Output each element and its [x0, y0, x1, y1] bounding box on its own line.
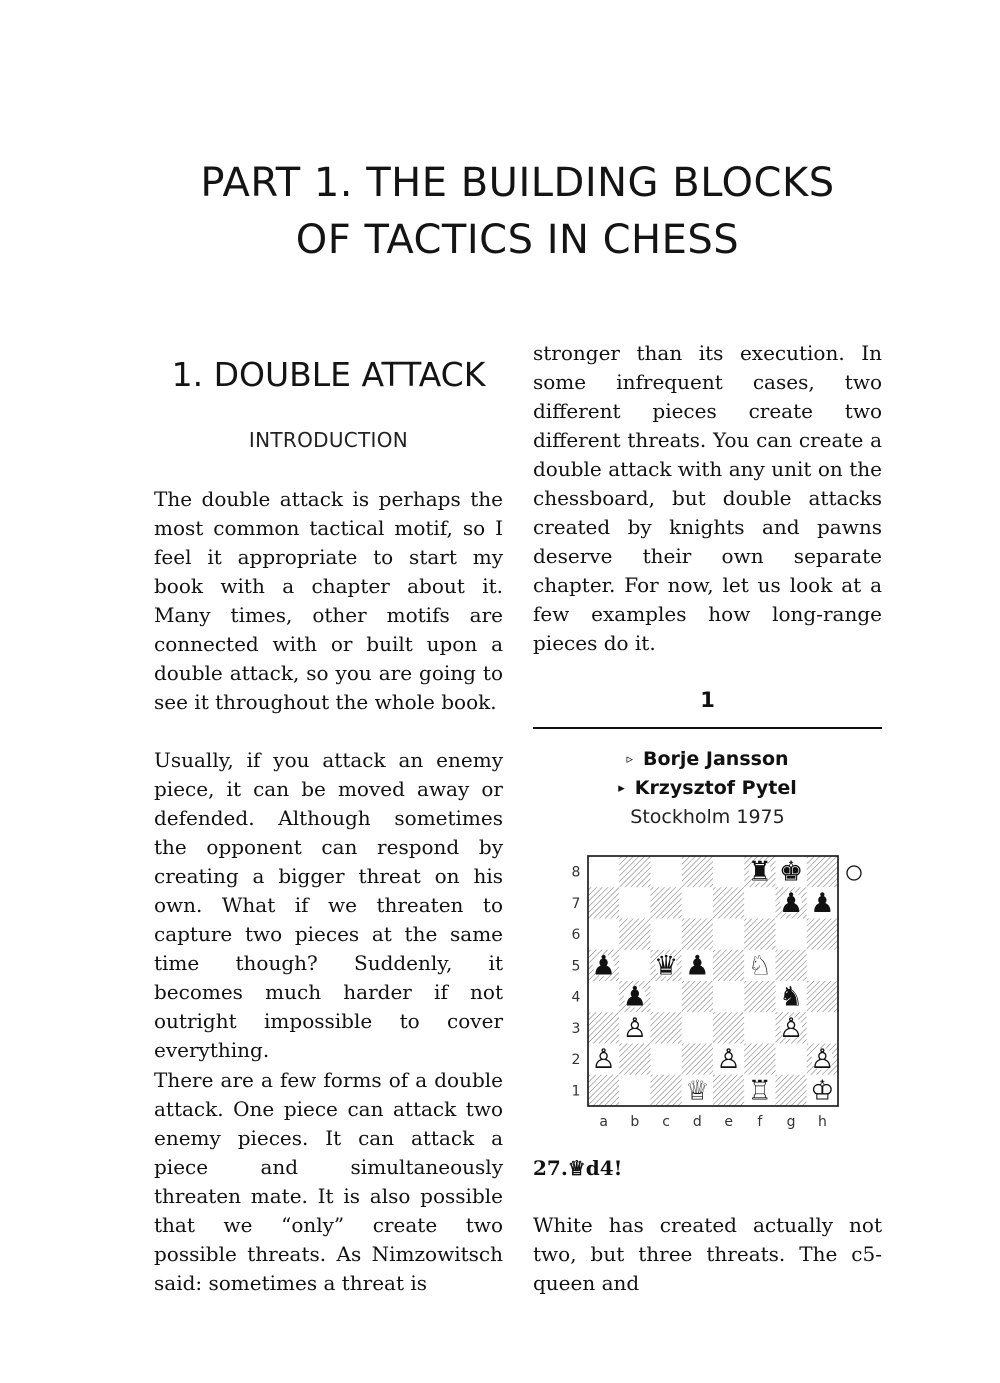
diagram-divider: [533, 727, 882, 729]
board-square: [776, 919, 807, 950]
board-square: [651, 887, 682, 918]
board-square: [651, 856, 682, 887]
board-square: [651, 919, 682, 950]
board-square: [807, 981, 838, 1012]
board-square: [682, 1044, 713, 1075]
chess-piece-black-g7: ♟: [779, 887, 804, 919]
rank-label: 5: [571, 958, 581, 975]
board-square: [682, 919, 713, 950]
file-label: b: [630, 1114, 640, 1130]
rank-label: 7: [571, 895, 581, 912]
black-player: [533, 777, 882, 799]
board-square: [588, 981, 619, 1012]
board-square: [807, 1012, 838, 1043]
chess-piece-black-d5: ♟: [685, 950, 710, 982]
board-square: [776, 1044, 807, 1075]
board-square: [744, 887, 775, 918]
board-square: [651, 1075, 682, 1106]
board-square: [682, 856, 713, 887]
board-square: [588, 856, 619, 887]
board-square: [682, 887, 713, 918]
board-square: [588, 1012, 619, 1043]
chess-piece-white-a2: ♙: [591, 1044, 616, 1076]
move-notation: 27.♕d4!: [533, 1156, 623, 1180]
chess-piece-black-h7: ♟: [810, 887, 835, 919]
paragraph-1: The double attack is perhaps the most common tactical motif, so I feel it appropriate to start my book with a chapter about it. Many times, other motifs are connected with or built upon a double attack, so you are going to see it throughout the whole book.: [154, 487, 503, 714]
chess-piece-black-f8: ♜: [747, 856, 772, 888]
paragraph-5: White has created actually not two, but three threats. The c5-queen and: [533, 1213, 882, 1295]
board-square: [682, 981, 713, 1012]
paragraph-3: There are a few forms of a double attack. One piece can attack two enemy pieces. It can attack a piece and simultaneously threaten mate. It is also possible that we “only” create two possible threats. As Nimzowitsch said: sometimes a threat is: [154, 1068, 503, 1295]
game-venue: Stockholm 1975: [630, 806, 785, 828]
part-title: [100, 155, 935, 269]
chess-piece-white-h2: ♙: [810, 1044, 835, 1076]
chess-piece-black-a5: ♟: [591, 950, 616, 982]
black-player-name: Krzysztof Pytel: [634, 777, 797, 799]
board-square: [713, 981, 744, 1012]
board-square: [807, 950, 838, 981]
file-label: e: [724, 1114, 733, 1130]
chess-piece-white-d1: ♕: [685, 1075, 710, 1107]
paragraph-2: Usually, if you attack an enemy piece, it can be moved away or defended. Although sometimes the opponent can respond by creating a bigger threat on his own. What if we threaten to capture two pieces at the same time though? Suddenly, it becomes much harder if not outright impossible to cover everything.: [154, 748, 503, 1062]
file-label: f: [757, 1114, 763, 1130]
board-square: [713, 1075, 744, 1106]
board-square: [744, 1012, 775, 1043]
board-square: [651, 1044, 682, 1075]
white-player-name: Borje Jansson: [642, 748, 789, 770]
board-square: [807, 919, 838, 950]
white-to-move-indicator-icon: [847, 866, 861, 880]
board-square: [744, 981, 775, 1012]
chapter-title: 1. DOUBLE ATTACK: [171, 355, 486, 394]
diagram-number: 1: [700, 688, 715, 712]
chess-piece-white-f1: ♖: [747, 1075, 772, 1107]
board-square: [588, 1075, 619, 1106]
rank-label: 4: [571, 989, 581, 1006]
white-player: [533, 748, 882, 770]
board-square: [619, 950, 650, 981]
part-title-line-2: OF TACTICS IN CHESS: [295, 217, 740, 263]
rank-label: 1: [571, 1083, 581, 1100]
board-square: [744, 1044, 775, 1075]
board-square: [713, 856, 744, 887]
board-square: [651, 981, 682, 1012]
black-marker-icon: ▸: [618, 781, 625, 796]
chess-piece-black-b4: ♟: [622, 981, 647, 1013]
rank-label: 8: [571, 864, 581, 881]
file-label: a: [599, 1114, 608, 1130]
file-label: d: [692, 1114, 702, 1130]
chess-piece-white-f5: ♘: [747, 950, 772, 982]
chess-piece-white-g3: ♙: [779, 1012, 804, 1044]
chess-piece-black-c5: ♛: [654, 950, 679, 982]
board-square: [776, 950, 807, 981]
board-square: [619, 919, 650, 950]
chess-piece-white-b3: ♙: [622, 1012, 647, 1044]
board-square: [619, 1044, 650, 1075]
file-label: g: [786, 1114, 796, 1130]
section-label: INTRODUCTION: [248, 428, 409, 452]
paragraph-4: stronger than its execution. In some infrequent cases, two different pieces create two different threats. You can create a double attack with any unit on the chessboard, but double attacks created by knights and pawns deserve their own separate chapter. For now, let us look at a few examples how long-range pieces do it.: [533, 341, 882, 655]
board-square: [619, 1075, 650, 1106]
board-square: [651, 1012, 682, 1043]
rank-label: 3: [571, 1020, 581, 1037]
chess-diagram: [560, 850, 880, 1140]
board-square: [713, 919, 744, 950]
board-square: [588, 887, 619, 918]
rank-label: 2: [571, 1052, 581, 1069]
chess-piece-white-h1: ♔: [810, 1075, 835, 1107]
board-square: [713, 950, 744, 981]
board-square: [776, 1075, 807, 1106]
file-label: h: [817, 1114, 827, 1130]
chess-piece-black-g4: ♞: [779, 981, 804, 1013]
board-square: [619, 887, 650, 918]
board-square: [682, 1012, 713, 1043]
white-to-move-icon: ▹: [626, 752, 633, 767]
file-label: c: [662, 1114, 670, 1130]
chess-piece-black-g8: ♚: [779, 856, 804, 888]
board-square: [619, 856, 650, 887]
rank-label: 6: [571, 927, 581, 944]
board-square: [713, 1012, 744, 1043]
chess-piece-white-e2: ♙: [716, 1044, 741, 1076]
board-square: [744, 919, 775, 950]
board-square: [807, 856, 838, 887]
part-title-line-1: PART 1. THE BUILDING BLOCKS: [200, 160, 835, 206]
board-square: [588, 919, 619, 950]
board-square: [713, 887, 744, 918]
